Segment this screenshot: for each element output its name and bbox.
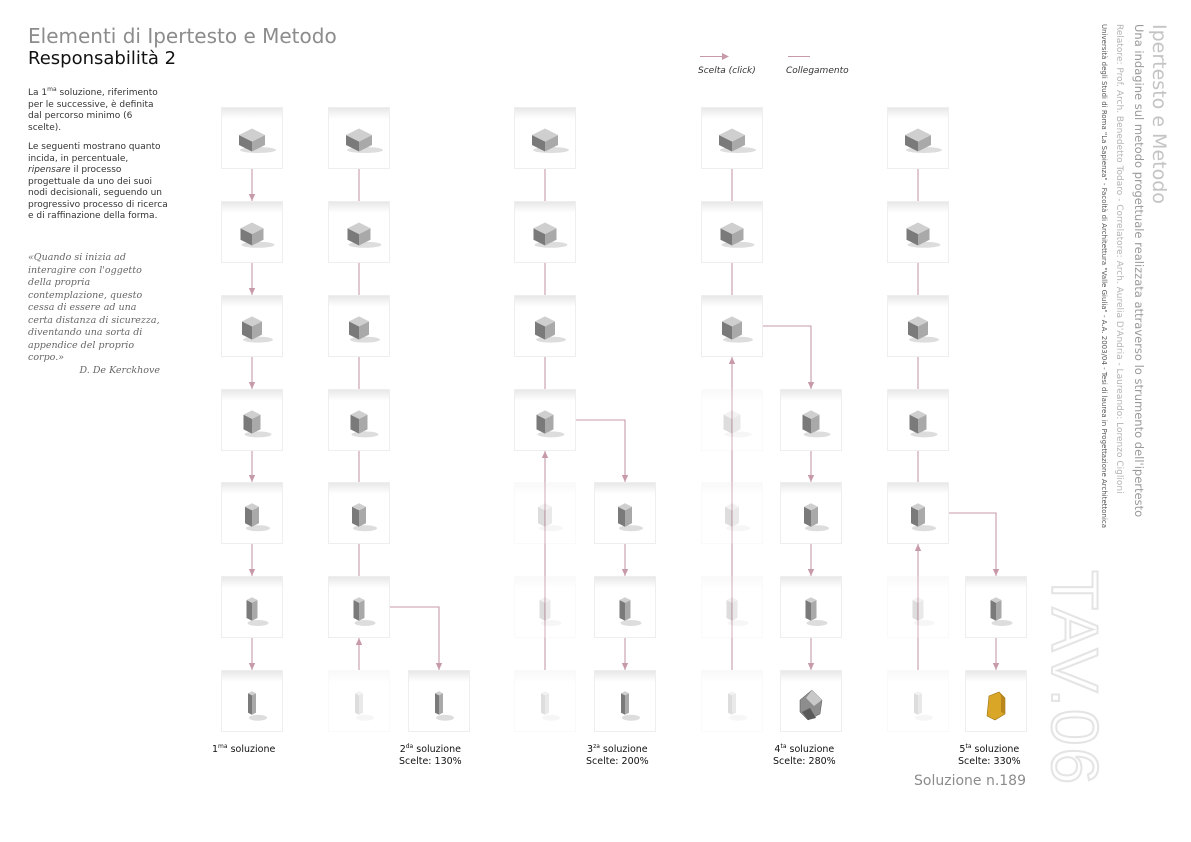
connector-arrowhead: [729, 357, 735, 364]
connector-arrowhead: [993, 569, 999, 576]
plate-number-text: TAV.06: [1038, 570, 1112, 787]
connector-arrowhead: [622, 475, 628, 482]
side-subtitle: Una indagine sul metodo progettuale realizzata attraverso lo strumento dell'ipertesto: [1132, 24, 1146, 518]
solution-step-thumbnail[interactable]: [594, 482, 656, 544]
cube-evolution-icon: [594, 576, 656, 638]
choice-arrow-swatch: [700, 56, 724, 57]
side-title: Ipertesto e Metodo: [1148, 24, 1170, 204]
solution-step-thumbnail[interactable]: [887, 389, 949, 451]
cube-evolution-icon: [328, 295, 390, 357]
solution-step-thumbnail[interactable]: [887, 670, 949, 732]
solution-step-thumbnail[interactable]: [965, 670, 1027, 732]
solution-step-thumbnail[interactable]: [328, 201, 390, 263]
cube-evolution-icon: [701, 201, 763, 263]
cube-evolution-icon: [780, 576, 842, 638]
solution-step-thumbnail[interactable]: [514, 670, 576, 732]
solution-step-thumbnail[interactable]: [221, 482, 283, 544]
solution-step-thumbnail[interactable]: [965, 576, 1027, 638]
description: [28, 84, 168, 231]
cube-evolution-icon: [780, 670, 842, 732]
cube-evolution-icon: [221, 576, 283, 638]
cube-evolution-icon: [221, 107, 283, 169]
connector-arrowhead: [542, 451, 548, 458]
connector-arrowhead: [249, 475, 255, 482]
solution-step-thumbnail[interactable]: [328, 295, 390, 357]
cube-evolution-icon: [594, 670, 656, 732]
cube-evolution-icon: [221, 670, 283, 732]
cube-evolution-icon: [887, 107, 949, 169]
cube-evolution-icon: [887, 295, 949, 357]
cube-evolution-icon: [780, 389, 842, 451]
cube-evolution-icon: [328, 482, 390, 544]
quote-author: D. De Kerckhove: [79, 364, 160, 376]
cube-evolution-icon: [514, 295, 576, 357]
cube-evolution-icon: [328, 670, 390, 732]
solution-step-thumbnail[interactable]: [701, 201, 763, 263]
plate-number: [1030, 560, 1180, 830]
cube-evolution-icon: [965, 576, 1027, 638]
solution-step-thumbnail[interactable]: [701, 295, 763, 357]
solution-step-thumbnail[interactable]: [887, 201, 949, 263]
connector-arrowhead: [436, 663, 442, 670]
solution-step-thumbnail[interactable]: [328, 576, 390, 638]
cube-evolution-icon: [701, 295, 763, 357]
solution-step-thumbnail[interactable]: [594, 576, 656, 638]
connector-arrowhead: [622, 569, 628, 576]
quote-text: «Quando si inizia ad interagire con l'oggetto della propria contemplazione, questo cessa di essere ad una certa distanza di sicurezza, diventando una sorta di appendice del proprio corpo.»: [28, 252, 160, 363]
connector-arrowhead: [249, 288, 255, 295]
cube-evolution-icon: [514, 576, 576, 638]
cube-evolution-icon: [221, 295, 283, 357]
connector-arrowhead: [356, 638, 362, 645]
cube-evolution-icon: [221, 482, 283, 544]
caption-solution-1: $1^{ma}$ soluzione: [212, 743, 276, 756]
solution-step-thumbnail[interactable]: [328, 482, 390, 544]
solution-count: Soluzione n.189: [914, 773, 1026, 789]
side-credits: Relatore: Prof. Arch. Benedetto Todaro - Correlatore: Arch. Aurelia D'Andria - Laureando: Lorenzo Ciglioni: [1114, 24, 1124, 494]
solution-step-thumbnail[interactable]: [408, 670, 470, 732]
cube-evolution-icon: [701, 107, 763, 169]
solution-step-thumbnail[interactable]: [887, 576, 949, 638]
cube-evolution-icon: [701, 576, 763, 638]
connector-arrowhead: [993, 663, 999, 670]
description-paragraph-2: Le seguenti mostrano quanto incida, in percentuale, ripensare il processo progettuale da uno dei suoi nodi decisionali, seguendo un progressivo processo di ricerca e di raffinazione della forma.: [28, 142, 168, 221]
legend-link-label: Collegamento: [786, 66, 849, 76]
solution-step-thumbnail[interactable]: [221, 295, 283, 357]
caption-solution-2: $2^{da}$ soluzione Scelte: 130%: [399, 743, 462, 768]
description-paragraph-1: La $1^{ma}$ soluzione, riferimento per le successive, è definita dal percorso minimo (6 scelte).: [28, 86, 158, 133]
solution-step-thumbnail[interactable]: [701, 670, 763, 732]
cube-evolution-icon: [887, 201, 949, 263]
connector-arrowhead: [808, 475, 814, 482]
solution-step-thumbnail[interactable]: [221, 670, 283, 732]
solution-step-thumbnail[interactable]: [514, 107, 576, 169]
cube-evolution-icon: [408, 670, 470, 732]
connector-arrowhead: [622, 663, 628, 670]
solution-step-thumbnail[interactable]: [887, 107, 949, 169]
cube-evolution-icon: [514, 389, 576, 451]
connector-arrowhead: [249, 569, 255, 576]
solution-step-thumbnail[interactable]: [780, 576, 842, 638]
connector-arrowhead: [915, 544, 921, 551]
solution-step-thumbnail[interactable]: [594, 670, 656, 732]
cube-evolution-icon: [514, 482, 576, 544]
choice-arrow: [576, 420, 625, 482]
yellow-form-icon: [965, 670, 1027, 732]
quote: [28, 252, 160, 377]
cube-evolution-icon: [328, 389, 390, 451]
cube-evolution-icon: [701, 389, 763, 451]
choice-arrow: [390, 607, 439, 670]
solution-step-thumbnail[interactable]: [514, 576, 576, 638]
cube-evolution-icon: [221, 201, 283, 263]
caption-solution-5: $5^{ta}$ soluzione Scelte: 330%: [958, 743, 1021, 768]
solution-step-thumbnail[interactable]: [780, 670, 842, 732]
side-university: Università degli Studi di Roma "La Sapienza" - Facoltà di Architettura "Valle Giulia" - A.A. 2003/04 - Tesi di laurea in Progettazione Architettonica: [1100, 24, 1108, 529]
connector-arrowhead: [808, 382, 814, 389]
cube-evolution-icon: [701, 670, 763, 732]
cube-evolution-icon: [328, 201, 390, 263]
cube-evolution-icon: [328, 107, 390, 169]
solution-step-thumbnail[interactable]: [701, 482, 763, 544]
solution-step-thumbnail[interactable]: [514, 295, 576, 357]
solution-step-thumbnail[interactable]: [221, 576, 283, 638]
caption-solution-4: $4^{ta}$ soluzione Scelte: 280%: [773, 743, 836, 768]
cube-evolution-icon: [887, 670, 949, 732]
cube-evolution-icon: [514, 107, 576, 169]
connector-arrowhead: [249, 663, 255, 670]
cube-evolution-icon: [701, 482, 763, 544]
cube-evolution-icon: [328, 576, 390, 638]
cube-evolution-icon: [887, 576, 949, 638]
cube-evolution-icon: [221, 389, 283, 451]
cube-evolution-icon: [887, 482, 949, 544]
connector-arrowhead: [249, 194, 255, 201]
solution-step-thumbnail[interactable]: [514, 482, 576, 544]
link-line-swatch: [788, 56, 810, 57]
arrowhead-icon: [722, 53, 730, 60]
solution-step-thumbnail[interactable]: [780, 482, 842, 544]
caption-solution-3: $3^{za}$ soluzione Scelte: 200%: [586, 743, 649, 768]
solution-step-thumbnail[interactable]: [328, 670, 390, 732]
solution-step-thumbnail[interactable]: [514, 201, 576, 263]
cube-evolution-icon: [514, 201, 576, 263]
solution-step-thumbnail[interactable]: [701, 389, 763, 451]
connector-arrowhead: [249, 382, 255, 389]
solution-step-thumbnail[interactable]: [221, 389, 283, 451]
solution-step-thumbnail[interactable]: [780, 389, 842, 451]
page-title: Elementi di Ipertesto e Metodo: [28, 24, 337, 48]
solution-step-thumbnail[interactable]: [328, 389, 390, 451]
solution-step-thumbnail[interactable]: [221, 201, 283, 263]
solution-step-thumbnail[interactable]: [514, 389, 576, 451]
cube-evolution-icon: [780, 482, 842, 544]
solution-step-thumbnail[interactable]: [328, 107, 390, 169]
connector-arrowhead: [808, 663, 814, 670]
solution-step-thumbnail[interactable]: [701, 107, 763, 169]
solution-step-thumbnail[interactable]: [701, 576, 763, 638]
choice-arrow: [763, 326, 811, 389]
solution-step-thumbnail[interactable]: [887, 482, 949, 544]
cube-evolution-icon: [887, 389, 949, 451]
connector-arrowhead: [808, 569, 814, 576]
solution-step-thumbnail[interactable]: [221, 107, 283, 169]
cube-evolution-icon: [514, 670, 576, 732]
legend-choice-label: Scelta (click): [698, 66, 756, 76]
cube-evolution-icon: [594, 482, 656, 544]
page-subtitle: Responsabilità 2: [28, 48, 177, 69]
solution-step-thumbnail[interactable]: [887, 295, 949, 357]
choice-arrow: [949, 513, 996, 576]
